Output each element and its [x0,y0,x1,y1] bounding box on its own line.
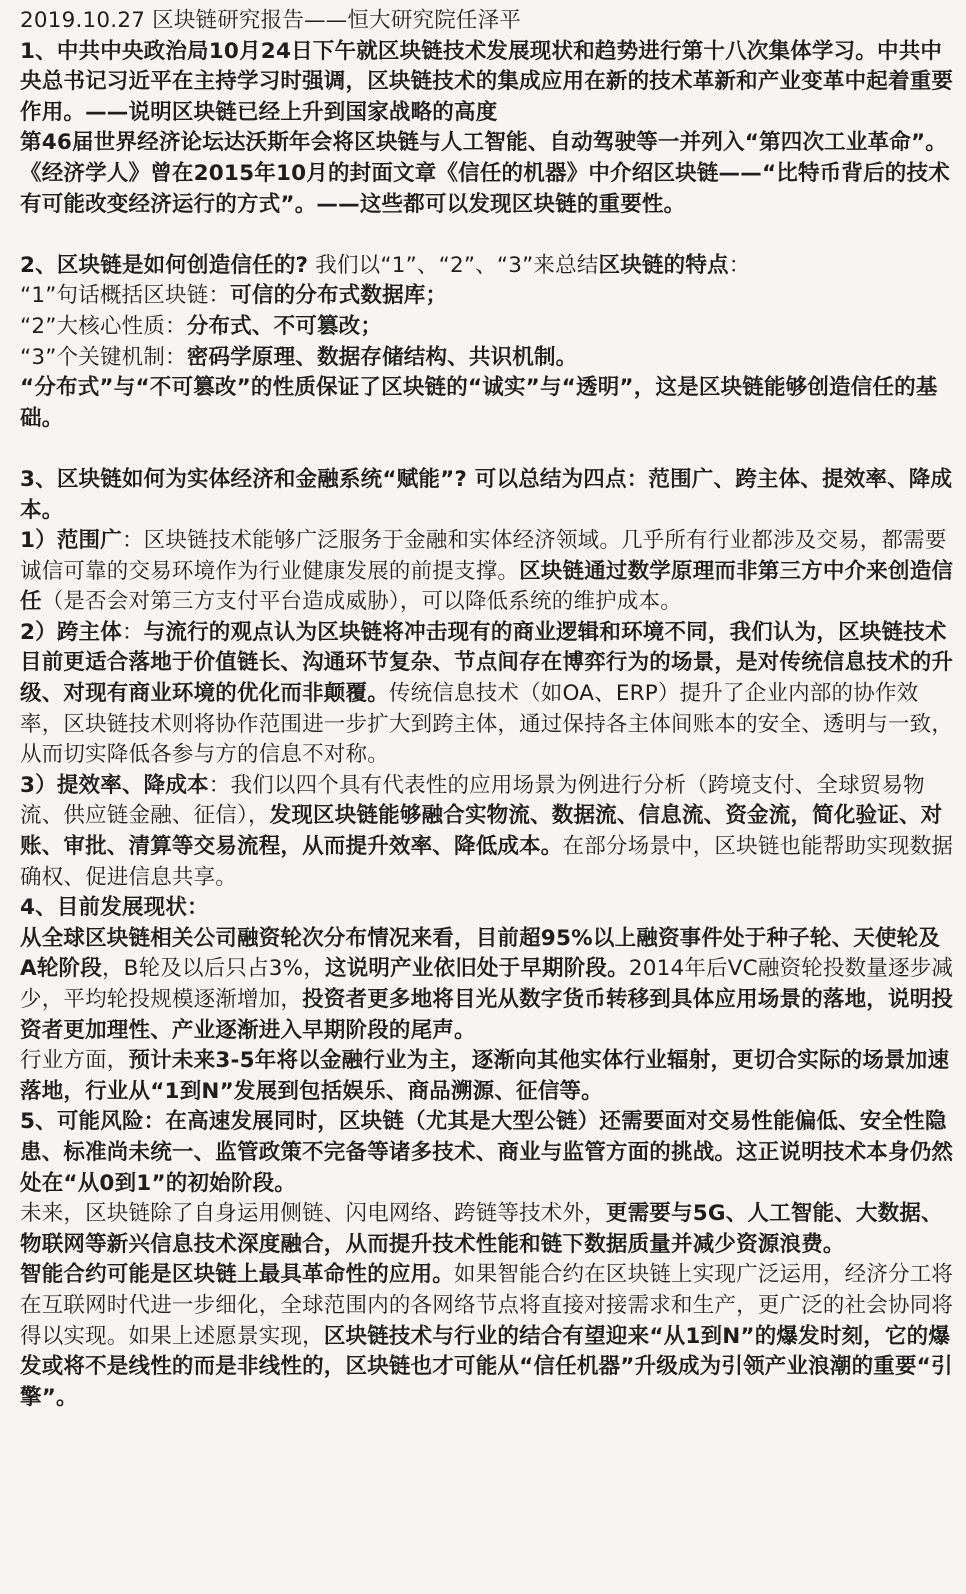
s4-text-b: ，B轮及以后只占3%， [101,956,326,982]
section-3-points: 可以总结为四点：范围广、跨主体、提效率、降成本。 [20,466,953,523]
section-1-paragraph-2: 第46届世界经济论坛达沃斯年会将区块链与人工智能、自动驾驶等一并列入“第四次工业革命”。《经济学人》曾在2015年10月的封面文章《信任的机器》中介绍区块链——“比特币背后的技术有可能改变经济运行的方式”。——这些都可以发现区块链的重要性。 [20,130,950,217]
section-2-summary: “分布式”与“不可篡改”的性质保证了区块链的“诚实”与“透明”，这是区块链能够创造信任的基础。 [20,375,938,431]
section-4-paragraph-1 [20,924,954,1046]
item-3-text-b: 发现区块链能够融合实物流、数据流、信息流、资金流，简化验证、对账、审批、清算等交易流程，从而提升效率、降低成本。 [20,803,943,860]
feature-line-1 [20,281,954,312]
section-5-text: ：在高速发展同时，区块链（尤其是大型公链）还需要面对交易性能偏低、安全性隐患、标准尚未统一、监管政策不完备等诸多技术、商业与监管方面的挑战。这正说明技术本身仍然处在“从0到1”的初始阶段。 [20,1109,954,1196]
section-5-heading [20,1107,954,1199]
section-1-paragraph-1: 1、中共中央政治局10月24日下午就区块链技术发展现状和趋势进行第十八次集体学习。中共中央总书记习近平在主持学习时强调，区块链技术的集成应用在新的技术革新和产业变革中起着重要作用。——说明区块链已经上升到国家战略的高度 [20,38,954,125]
feature-line-2 [20,312,954,343]
section-3-question: 3、区块链如何为实体经济和金融系统“赋能”? [20,466,468,492]
item-1-text-a: ：区块链技术能够广泛服务于金融和实体经济领域。几乎所有行业都涉及交易，都需要诚信可靠的交易环境作为行业健康发展的前提支撑。 [20,528,947,584]
s5-smart-contract-lead: 智能合约可能是区块链上最具革命性的应用。 [20,1262,455,1288]
section-2-heading [20,251,954,282]
section-2-colon: ： [728,252,751,278]
section-3-item-1 [20,526,954,618]
section-5-paragraph-2 [20,1260,954,1413]
feature-line-3 [20,343,954,374]
item-2-text-b: 与流行的观点认为区块链将冲击现有的商业逻辑和环境不同，我们认为，区块链技术目前更适合落地于价值链长、沟通环节复杂、节点间存在博弈行为的场景，是对传统信息技术的升级、对现有商业环境的优化而非颠覆。 [20,619,954,707]
feature-1-value: 可信的分布式数据库； [230,283,448,309]
s5-text-a: 未来，区块链除了自身运用侧链、闪电网络、跨链等技术外， [20,1201,606,1227]
section-2-intro: 我们以“1”、“2”、“3”来总结 [308,252,599,278]
item-3-text-a: ：我们以四个具有代表性的应用场景为例进行分析（跨境支付、全球贸易物流、供应链金融、征信）， [20,772,925,829]
s5-conclusion: 区块链技术与行业的结合有望迎来“从1到N”的爆发时刻，它的爆发或将不是线性的而是非线性的，区块链也才可能从“信任机器”升级成为引领产业浪潮的重要“引擎”。 [20,1323,953,1410]
feature-2-label: “2”大核心性质： [20,313,187,339]
section-2-features-label: 区块链的特点 [598,252,729,278]
section-3-heading [20,465,954,526]
section-2-question: 2、区块链是如何创造信任的? [20,252,309,278]
item-3-label: 3）提效率、降成本 [20,772,209,798]
s5-text-b: 更需要与5G、人工智能、大数据、物联网等新兴信息技术深度融合，从而提升技术性能和链下数据质量并减少资源浪费。 [20,1201,943,1257]
feature-3-value: 密码学原理、数据存储结构、共识机制。 [186,344,578,370]
item-1-text-b: 区块链通过数学原理而非第三方中介来创造信任 [20,558,954,615]
spacer [20,434,954,465]
item-2-text-a: ： [121,619,144,645]
item-2-label: 2）跨主体 [20,619,122,645]
section-4-paragraph-2 [20,1046,954,1107]
spacer [20,220,954,251]
s4-text-c: 这说明产业依旧处于早期阶段。 [325,956,629,982]
section-3-item-2 [20,618,954,771]
section-3-item-3 [20,771,954,893]
item-3-text-c: 在部分场景中，区块链也能帮助实现数据确权、促进信息共享。 [20,834,954,890]
item-1-text-c: （是否会对第三方支付平台造成威胁），可以降低系统的维护成本。 [41,589,682,615]
feature-2-value: 分布式、不可篡改； [186,313,383,339]
section-5-label: 5、可能风险 [20,1109,144,1135]
s4-text-e: 投资者更多地将目光从数字货币转移到具体应用场景的落地，说明投资者更加理性、产业逐渐进入早期阶段的尾声。 [20,987,954,1043]
article-title: 2019.10.27 区块链研究报告——恒大研究院任泽平 [20,8,522,33]
section-4-heading: 4、目前发展现状： [20,895,209,921]
section-5-paragraph-1 [20,1199,954,1260]
s4-industry-text: 预计未来3-5年将以金融行业为主，逐渐向其他实体行业辐射，更切合实际的场景加速落地，行业从“1到N”发展到包括娱乐、商品溯源、征信等。 [20,1048,950,1104]
s4-text-a: 从全球区块链相关公司融资轮次分布情况来看，目前超95%以上融资事件处于种子轮、天使轮及A轮阶段 [20,925,941,982]
s5-smart-contract-text: 如果智能合约在区块链上实现广泛运用，经济分工将在互联网时代进一步细化，全球范围内的各网络节点将直接对接需求和生产，更广泛的社会协同将得以实现。如果上述愿景实现， [20,1262,954,1349]
item-2-text-c: 传统信息技术（如OA、ERP）提升了企业内部的协作效率，区块链技术则将协作范围进一步扩大到跨主体，通过保持各主体间账本的安全、透明与一致，从而切实降低各参与方的信息不对称。 [20,681,954,768]
item-1-label: 1）范围广 [20,528,122,554]
feature-3-label: “3”个关键机制： [20,344,187,370]
s4-industry-label: 行业方面， [20,1048,129,1074]
feature-1-label: “1”句话概括区块链： [20,283,231,309]
s4-text-d: 2014年后VC融资轮投数量逐步减少，平均轮投规模逐渐增加， [20,956,954,1012]
